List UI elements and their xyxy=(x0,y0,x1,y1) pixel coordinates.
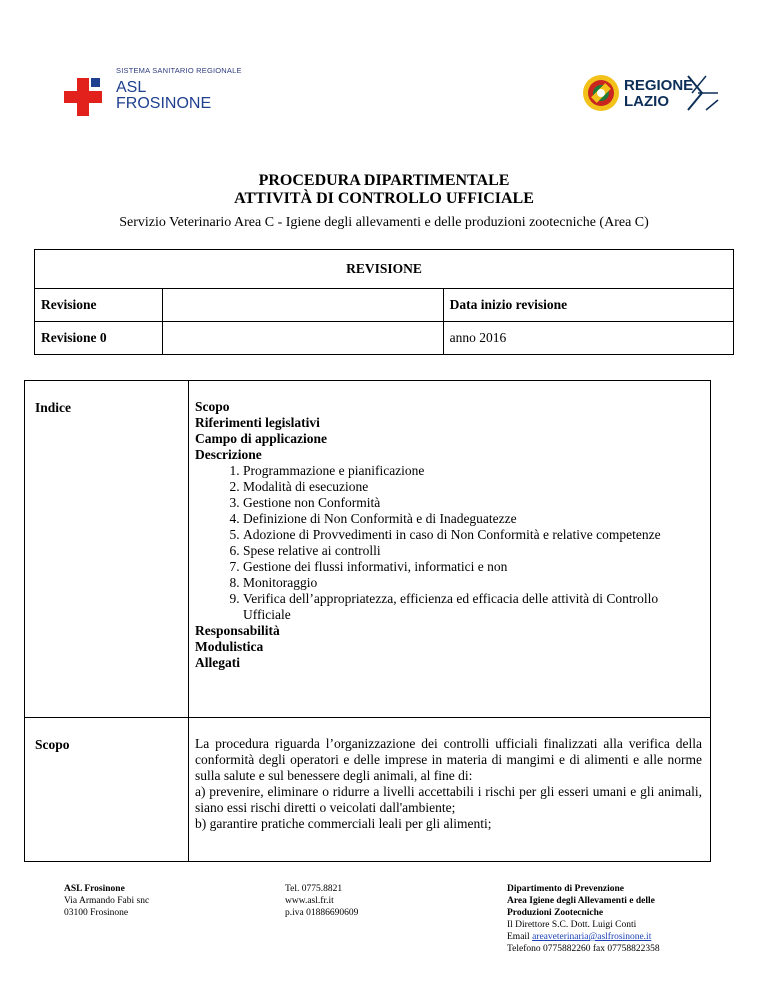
revision-header-row xyxy=(35,250,734,289)
footer-city: 03100 Frosinone xyxy=(64,908,129,918)
procedure-table xyxy=(24,380,711,862)
footer-org-name: ASL Frosinone xyxy=(64,884,125,894)
logo-tagline: SISTEMA SANITARIO REGIONALE xyxy=(116,66,242,75)
scopo-label: Scopo xyxy=(25,718,189,862)
red-cross-icon xyxy=(64,78,102,116)
list-item: 5. Adozione di Provvedimenti in caso di Non Conformità e relative competenze xyxy=(243,527,702,543)
index-item: Responsabilità xyxy=(195,623,280,638)
regione-chevron-icon xyxy=(686,74,720,112)
page-title: PROCEDURA DIPARTIMENTALE xyxy=(258,172,510,189)
list-item: 2. Modalità di esecuzione xyxy=(243,479,702,495)
revision-date-cell: anno 2016 xyxy=(443,322,733,355)
footer-department xyxy=(507,883,660,955)
footer-email-link[interactable]: areaveterinaria@aslfrosinone.it xyxy=(532,932,652,942)
footer-dept-name: Dipartimento di Prevenzione xyxy=(507,884,624,894)
table-row xyxy=(35,289,734,322)
list-item: 7. Gestione dei flussi informativi, informatici e non xyxy=(243,559,702,575)
indice-label: Indice xyxy=(25,381,189,718)
footer-vat: p.iva 01886690609 xyxy=(285,908,359,918)
index-item: Campo di applicazione xyxy=(195,431,328,446)
footer-address xyxy=(64,883,149,919)
footer-director: Il Direttore S.C. Dott. Luigi Conti xyxy=(507,920,637,930)
revision-date-header: Data inizio revisione xyxy=(443,289,733,322)
table-row-indice xyxy=(25,381,711,718)
scopo-intro: La procedura riguarda l’organizzazione dei controlli ufficiali finalizzati alla verifica della conformità degli operatori e delle imprese in materia di mangimi e di alimenti e alle norme sulla salute e sul benessere degli animali, al fine di: xyxy=(195,736,702,783)
list-item: 1. Programmazione e pianificazione xyxy=(243,463,702,479)
table-row-scopo xyxy=(25,718,711,862)
list-item: 4. Definizione di Non Conformità e di Inadeguatezze xyxy=(243,511,702,527)
footer-phone-fax: Telefono 0775882260 fax 07758822358 xyxy=(507,944,660,954)
index-item: Scopo xyxy=(195,399,230,414)
revision-empty-cell xyxy=(163,289,444,322)
revision-table xyxy=(34,249,734,355)
index-item: Riferimenti legislativi xyxy=(195,415,320,430)
revision-label-cell: Revisione xyxy=(35,289,163,322)
revision-heading: REVISIONE xyxy=(35,250,734,289)
footer-area-line2: Produzioni Zootecniche xyxy=(507,908,604,918)
list-item: 6. Spese relative ai controlli xyxy=(243,543,702,559)
logo-asl-text: ASL xyxy=(116,79,147,96)
index-item: Descrizione xyxy=(195,447,262,462)
lazio-text: LAZIO xyxy=(624,93,669,110)
logo-frosinone-text: FROSINONE xyxy=(116,95,212,112)
regione-text: REGIONE xyxy=(624,77,694,94)
footer-website-link[interactable]: www.asl.fr.it xyxy=(285,896,334,906)
footer-contacts xyxy=(285,883,358,919)
index-numbered-list xyxy=(195,463,702,623)
revision-empty-cell xyxy=(163,322,444,355)
table-row xyxy=(35,322,734,355)
page-title-secondary: ATTIVITÀ DI CONTROLLO UFFICIALE xyxy=(234,190,534,207)
scopo-item-b: b) garantire pratiche commerciali leali per gli alimenti; xyxy=(195,816,492,831)
list-item: 9. Verifica dell’appropriatezza, efficienza ed efficacia delle attività di Controllo Ufficiale xyxy=(243,591,702,623)
index-item: Allegati xyxy=(195,655,240,670)
regione-emblem-icon xyxy=(582,74,620,112)
footer-street: Via Armando Fabi snc xyxy=(64,896,150,906)
page-subtitle: Servizio Veterinario Area C - Igiene degli allevamenti e delle produzioni zootecniche (Area C) xyxy=(119,215,649,230)
regione-lazio-logo xyxy=(582,74,722,114)
footer-email-label: Email xyxy=(507,932,533,942)
footer-email-line xyxy=(507,931,660,943)
scopo-item-a: a) prevenire, eliminare o ridurre a livelli accettabili i rischi per gli esseri umani e gli animali, siano essi rischi diretti o veicolati dall'ambiente; xyxy=(195,784,702,815)
scopo-content xyxy=(189,718,711,862)
footer-phone: Tel. 0775.8821 xyxy=(285,884,343,894)
indice-content xyxy=(189,381,711,718)
index-item: Modulistica xyxy=(195,639,264,654)
footer-area-line1: Area Igiene degli Allevamenti e delle xyxy=(507,896,655,906)
list-item: 3. Gestione non Conformità xyxy=(243,495,702,511)
revision-number-cell: Revisione 0 xyxy=(35,322,163,355)
list-item: 8. Monitoraggio xyxy=(243,575,702,591)
